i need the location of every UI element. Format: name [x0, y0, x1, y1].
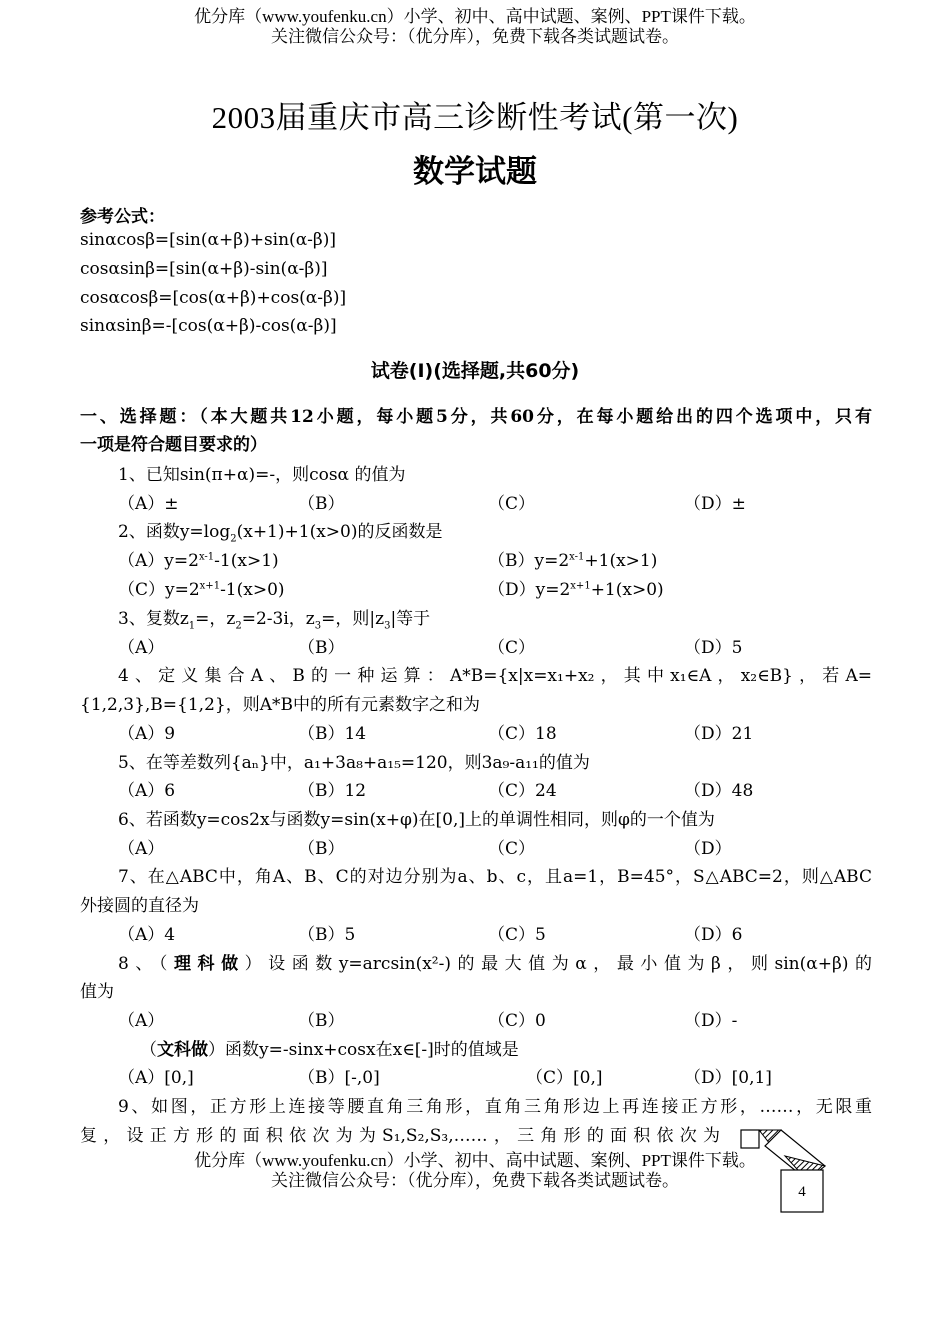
q7-option-a: （A）4 — [118, 925, 176, 945]
q3-option-c: （C） — [488, 638, 536, 658]
q8-wenke-option-c: （C）[0,] — [526, 1068, 603, 1088]
q3-stem: 3、复数$z_1=$，$z_2=2-3i$，$z_3=$，则$|z_3|$等于 — [118, 609, 431, 632]
q5-option-b: （B）12 — [298, 781, 367, 801]
q5-option-c: （C）24 — [488, 781, 557, 801]
footer-line-2: 关注微信公众号：（优分库），免费下载各类试题试卷。 — [271, 1171, 679, 1190]
q8-option-b: （B） — [298, 1011, 345, 1031]
q3-option-b: （B） — [298, 638, 345, 658]
exam-title: 2003届重庆市高三诊断性考试(第一次) — [211, 100, 739, 135]
q7-option-c: （C）5 — [488, 925, 546, 945]
q4-option-c: （C）18 — [488, 724, 557, 744]
q4-option-a: （A）9 — [118, 724, 176, 744]
q8-wenke-option-a: （A）[0,] — [118, 1068, 194, 1088]
part-heading-line-2: 一项是符合题目要求的） — [80, 435, 267, 455]
q1-option-c: （C） — [488, 494, 536, 514]
q5-option-d: （D）48 — [684, 781, 754, 801]
q8-option-c: （C）0 — [488, 1011, 546, 1031]
q7-option-b: （B）5 — [298, 925, 356, 945]
formula-2: cosαsinβ=[sin(α+β)-sin(α-β)] — [80, 259, 328, 279]
q1-option-a: （A）± — [118, 494, 179, 514]
formula-1: sinαcosβ=[sin(α+β)+sin(α-β)] — [80, 230, 337, 250]
q5-option-a: （A）6 — [118, 781, 176, 801]
figure-label: 4 — [798, 1184, 806, 1200]
q7-line-1: 7、在△ABC中，角A、B、C的对边分别为a、b、c，且a=1，B=45°，S△ABC=2，则△ABC — [118, 867, 872, 887]
formula-label: 参考公式： — [80, 207, 165, 227]
q2-option-a: $(A)y=2^{x-1}-1(x>1)$ — [118, 551, 279, 571]
q2-option-b: $(B)y=2^{x-1}+1(x>1)$ — [488, 551, 658, 571]
q6-stem: 6、若函数y=cos2x与函数y=sin(x+φ)在[0,]上的单调性相同，则φ的一个值为 — [118, 810, 715, 830]
q3-option-a: （A） — [118, 638, 165, 658]
q2-option-c: $(C)y=2^{x+1}-1(x>0)$ — [118, 580, 285, 600]
formula-4: sinαsinβ=-[cos(α+β)-cos(α-β)] — [80, 316, 337, 336]
q1-option-b: （B） — [298, 494, 345, 514]
footer-line-1: 优分库（www.youfenku.cn）小学、初中、高中试题、案例、PPT课件下载。 — [194, 1151, 756, 1170]
q2-option-d: $(D)y=2^{x+1}+1(x>0)$ — [488, 580, 664, 600]
q5-stem: 5、在等差数列{aₙ}中，a₁+3a₈+a₁₅=120，则3a₉-a₁₁的值为 — [118, 753, 590, 773]
formula-3: cosαcosβ=[cos(α+β)+cos(α-β)] — [80, 288, 347, 308]
q4-option-b: （B）14 — [298, 724, 367, 744]
q7-option-d: （D）6 — [684, 925, 743, 945]
q8-option-a: （A） — [118, 1011, 165, 1031]
q9-line-2: 复，设正方形的面积依次为为S₁,S₂,S₃,……，三角形的面积依次为 — [80, 1126, 720, 1146]
q8-option-d: （D）- — [684, 1011, 738, 1031]
q4-line-1: 4、定义集合A、B的一种运算：A*B={x|x=x₁+x₂，其中x₁∈A，x₂∈B}，若A= — [118, 666, 872, 686]
q8-wenke-stem: （文科做）函数y=-sinx+cosx在x∈[-]时的值域是 — [140, 1040, 519, 1060]
q8-line-1: 8、（理科做）设函数y=arcsin(x²-)的最大值为α，最小值为β，则sin(α+β)的 — [118, 954, 872, 974]
q4-option-d: （D）21 — [684, 724, 754, 744]
q7-line-2: 外接圆的直径为 — [80, 896, 199, 916]
q2-stem: 2、函数$y=\log_2(x+1)+1(x>0)$的反函数是 — [118, 522, 443, 545]
q8-line-2: 值为 — [80, 982, 114, 1002]
q1-stem: 1、已知sin(π+α)=-，则cosα 的值为 — [118, 465, 406, 485]
q1-option-d: （D）± — [684, 494, 746, 514]
section-title: 试卷(Ⅰ)(选择题,共60分) — [370, 360, 580, 382]
q6-option-b: （B） — [298, 839, 345, 859]
part-heading-line-1: 一、选择题：（本大题共12小题，每小题5分，共60分，在每小题给出的四个选项中，只有 — [80, 407, 872, 427]
q3-option-d: （D）5 — [684, 638, 743, 658]
q6-option-d: （D） — [684, 839, 732, 859]
q4-line-2: {1,2,3},B={1,2}，则A*B中的所有元素数字之和为 — [80, 695, 480, 715]
header-line-1: 优分库（www.youfenku.cn）小学、初中、高中试题、案例、PPT课件下载。 — [194, 7, 756, 26]
q8-wenke-option-b: （B）[-,0] — [298, 1068, 380, 1088]
q9-line-1: 9、如图，正方形上连接等腰直角三角形，直角三角形边上再连接正方形，……，无限重 — [118, 1097, 872, 1117]
q6-option-a: （A） — [118, 839, 165, 859]
q6-option-c: （C） — [488, 839, 536, 859]
exam-subtitle: 数学试题 — [413, 154, 537, 190]
q8-wenke-option-d: （D）[0,1] — [684, 1068, 772, 1088]
header-line-2: 关注微信公众号：（优分库），免费下载各类试题试卷。 — [271, 27, 679, 46]
